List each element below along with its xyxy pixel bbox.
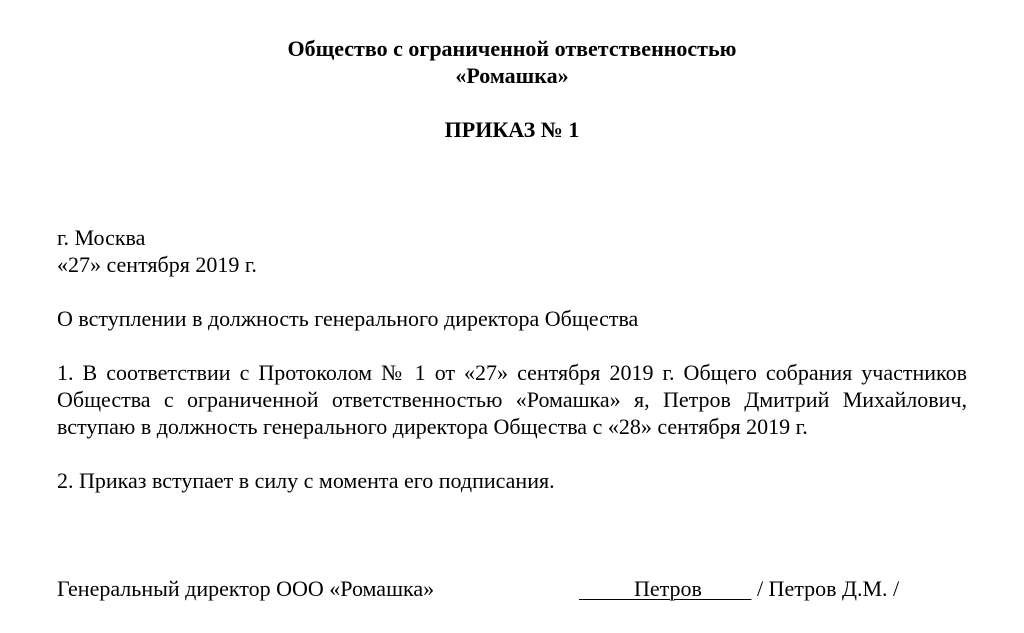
organization-name-line2: «Ромашка» bbox=[455, 63, 569, 88]
order-city: г. Москва bbox=[57, 225, 146, 250]
signature-line-left bbox=[579, 576, 634, 601]
signatory-name: / Петров Д.М. / bbox=[756, 576, 900, 601]
order-title: ПРИКАЗ № 1 bbox=[444, 117, 580, 142]
order-date: «27» сентября 2019 г. bbox=[57, 252, 257, 277]
signature-text: Петров bbox=[634, 576, 702, 601]
order-subject: О вступлении в должность генерального директора Общества bbox=[57, 306, 639, 331]
signature-block bbox=[579, 575, 899, 602]
order-paragraph-1: 1. В соответствии с Протоколом № 1 от «27» сентября 2019 г. Общего собрания участников Общества с ограниченной ответственностью «Ромашка» я, Петров Дмитрий Михайлович, вступаю в должность генерального директора Общества с «28» сентября 2019 г. bbox=[57, 360, 967, 439]
signature-line bbox=[579, 576, 751, 601]
organization-name-line1: Общество с ограниченной ответственностью bbox=[287, 36, 737, 61]
order-paragraph-2: 2. Приказ вступает в силу с момента его подписания. bbox=[57, 468, 555, 493]
signatory-position: Генеральный директор ООО «Ромашка» bbox=[57, 576, 435, 601]
signature-line-right bbox=[702, 576, 752, 601]
